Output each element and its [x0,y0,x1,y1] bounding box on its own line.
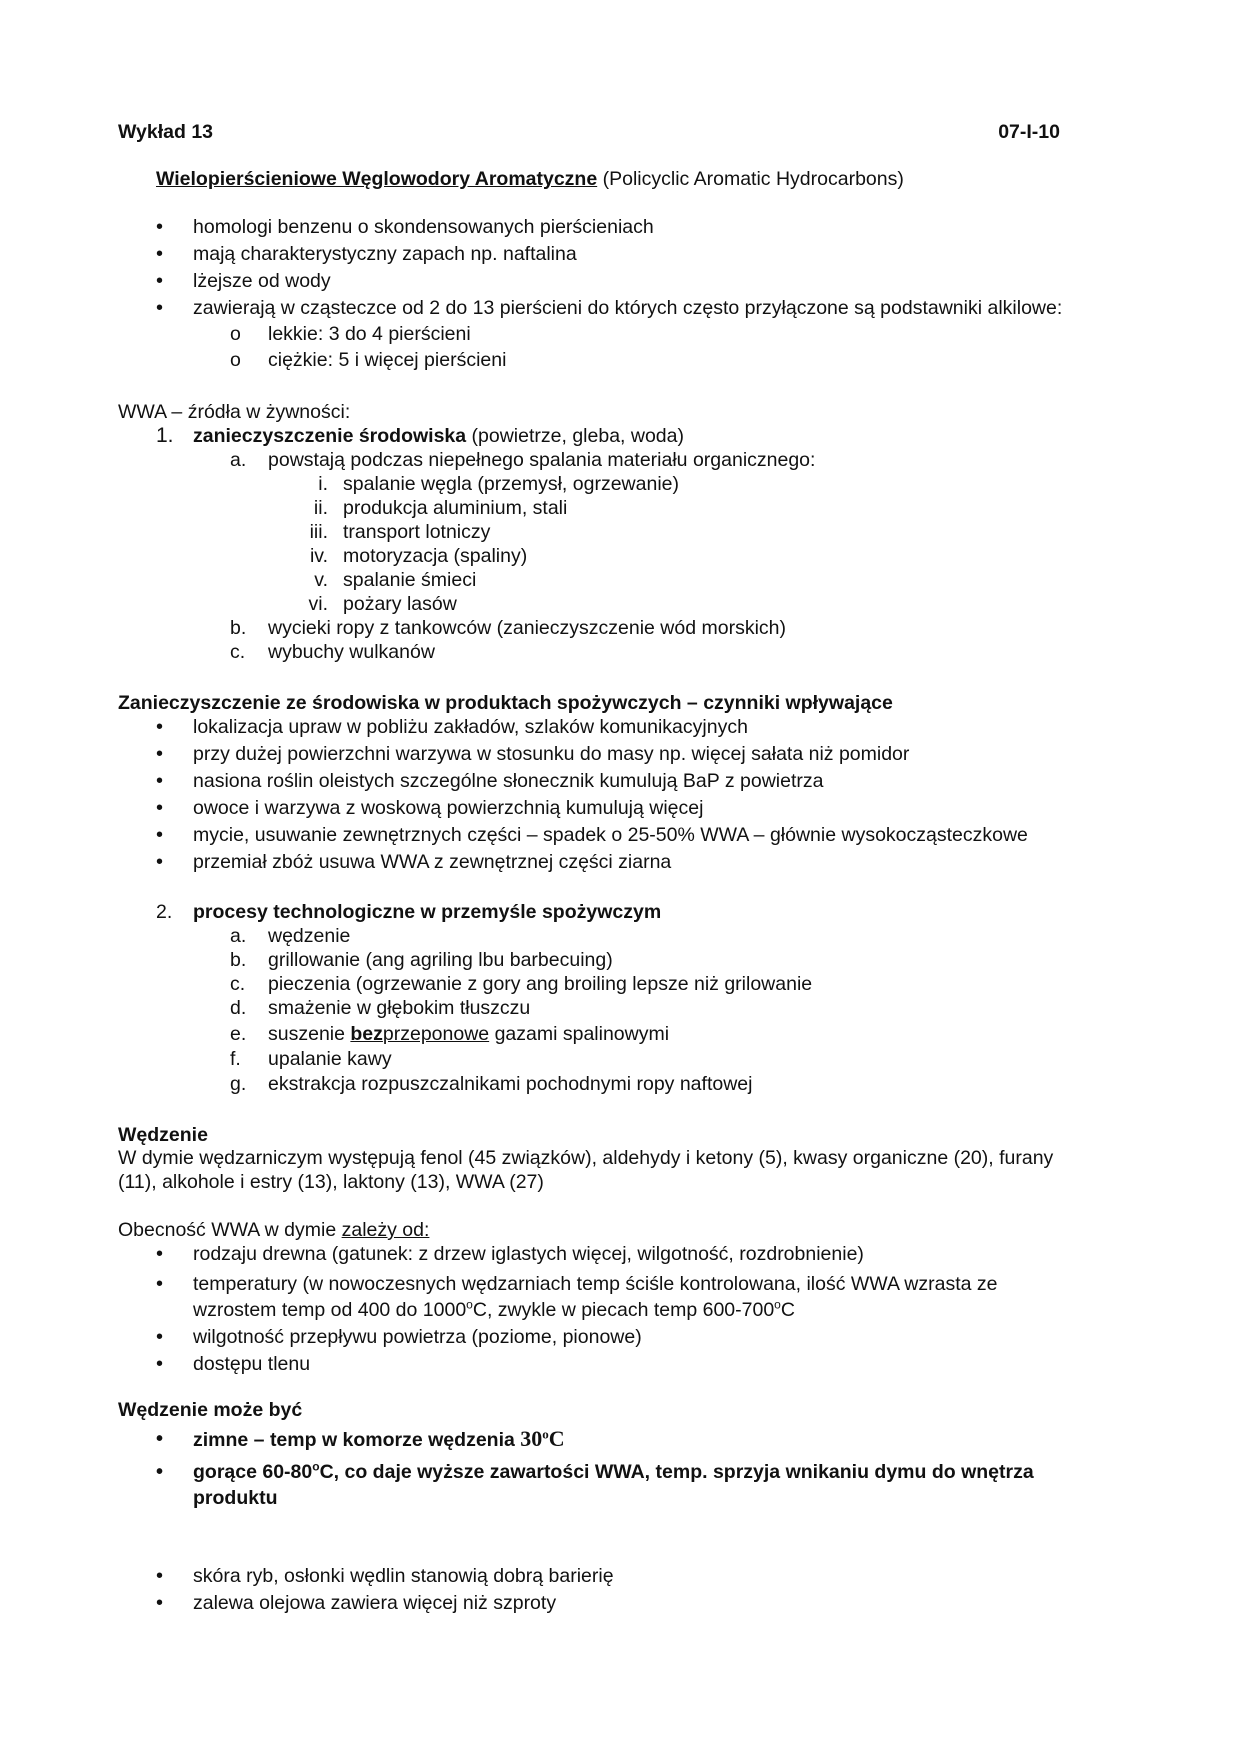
title-english: (Policyclic Aromatic Hydrocarbons) [597,168,904,190]
bullet-icon [156,242,176,266]
list-item: • homologi benzenu o skondensowanych pierścieniach [118,215,1128,242]
list-item: • lokalizacja upraw w pobliżu zakładów, szlaków komunikacyjnych [118,715,1128,742]
numbered-item: 2. procesy technologiczne w przemyśle spożywczym [156,901,662,923]
list-item: • przy dużej powierzchni warzywa w stosunku do masy np. więcej sałata niż pomidor [118,742,1128,769]
list-subitem: b. grillowanie (ang agriling lbu barbecuing) [230,949,613,971]
title-polish: Wielopierścieniowe Węglowodory Aromatyczne [156,168,598,190]
list-item: • nasiona roślin oleistych szczególne słonecznik kumulują BaP z powietrza [118,769,1128,796]
source-2 [118,900,1128,1096]
list-subitem: d. smażenie w głębokim tłuszczu [230,997,531,1019]
list-item: • mycie, usuwanie zewnętrznych części – spadek o 25-50% WWA – głównie wysokocząsteczkowe [118,823,1128,850]
list-item-continuation: produktu [193,1487,278,1509]
list-subitem: c. pieczenia (ogrzewanie z gory ang broiling lepsze niż grilowanie [230,973,813,995]
list-subitem: o ciężkie: 5 i więcej pierścieni [230,349,507,371]
document-header [118,120,1060,144]
bullet-icon [156,215,176,239]
bullet-icon [156,823,176,847]
notes-list [118,1564,1128,1618]
bullet-icon [156,1352,176,1376]
bullet-icon [156,269,176,293]
types-list [118,1427,1128,1512]
roman-item: v. spalanie śmieci [314,569,477,591]
bullet-icon [156,1272,176,1296]
intro-list [118,215,1128,374]
list-item: • zalewa olejowa zawiera więcej niż szproty [118,1591,1128,1618]
bullet-icon [156,742,176,766]
list-item: • temperatury (w nowoczesnych wędzarniach temp ściśle kontrolowana, ilość WWA wzrasta ze [118,1272,1128,1298]
list-item: • mają charakterystyczny zapach np. naftalina [118,242,1128,269]
smoking-heading: Wędzenie [118,1124,208,1146]
bullet-icon [156,1427,176,1451]
list-subitem: e. suszenie bezprzeponowe gazami spalinowymi [230,1023,670,1045]
types-heading: Wędzenie może być [118,1399,303,1421]
list-item: • lżejsze od wody [118,269,1128,296]
factors-heading: Zanieczyszczenie ze środowiska w produktach spożywczych – czynniki wpływające [118,692,893,714]
smoking-paragraph-line: W dymie wędzarniczym występują fenol (45 związków), aldehydy i ketony (5), kwasy organiczne (20), furany [118,1147,1054,1169]
list-item-continuation: wzrostem temp od 400 do 1000$^o$C, zwykle w piecach temp 600-700$^o$C [193,1297,795,1321]
numbered-item: 1. zanieczyszczenie środowiska (powietrze, gleba, woda) [156,424,684,447]
list-item: • przemiał zbóż usuwa WWA z zewnętrznej części ziarna [118,850,1128,877]
presence-heading: Obecność WWA w dymie zależy od: [118,1219,430,1241]
list-item: • skóra ryb, osłonki wędlin stanowią dobrą barierię [118,1564,1128,1591]
roman-item: i. spalanie węgla (przemysł, ogrzewanie) [318,473,679,495]
bullet-icon [156,1242,176,1266]
bullet-icon [156,296,176,320]
bullet-icon [156,796,176,820]
roman-item: ii. produkcja aluminium, stali [313,497,568,519]
smoking-paragraph-line: (11), alkohole i estry (13), laktony (13), WWA (27) [118,1171,544,1193]
list-item: • zimne – temp w komorze wędzenia 30$^o$C [118,1427,1128,1460]
list-subitem: g. ekstrakcja rozpuszczalnikami pochodnymi ropy naftowej [230,1073,753,1095]
presence-list [118,1242,1128,1379]
roman-item: iv. motoryzacja (spaliny) [309,545,528,567]
list-item: • owoce i warzywa z woskową powierzchnią kumulują więcej [118,796,1128,823]
roman-item: iii. transport lotniczy [309,521,491,543]
lecture-number: Wykład 13 [118,121,214,143]
bullet-icon [156,1591,176,1615]
bullet-icon [156,850,176,874]
bullet-icon [156,1460,176,1484]
roman-item: vi. pożary lasów [308,593,457,615]
document-title [156,167,1116,191]
list-item: • zawierają w cząsteczce od 2 do 13 pierścieni do których często przyłączone są podstawniki alkilowe: [118,296,1128,322]
sources-heading: WWA – źródła w żywności: [118,401,351,423]
factors-list [118,715,1128,877]
list-subitem: o lekkie: 3 do 4 pierścieni [230,323,471,345]
list-subitem: c. wybuchy wulkanów [230,641,435,663]
bullet-icon [156,1564,176,1588]
list-subitem: a. wędzenie [230,925,351,947]
bullet-icon [156,1325,176,1349]
list-subitem: f. upalanie kawy [230,1048,392,1070]
bullet-icon [156,715,176,739]
source-1 [118,424,1128,664]
list-item: • rodzaju drewna (gatunek: z drzew iglastych więcej, wilgotność, rozdrobnienie) [118,1242,1128,1272]
list-subitem: b. wycieki ropy z tankowców (zanieczyszczenie wód morskich) [230,617,786,639]
list-item: • dostępu tlenu [118,1352,1128,1379]
list-item: • gorące 60-80$^o$C, co daje wyższe zawartości WWA, temp. sprzyja wnikaniu dymu do wnętrza [118,1460,1128,1486]
list-item: • wilgotność przepływu powietrza (poziome, pionowe) [118,1325,1128,1352]
bullet-icon [156,769,176,793]
lecture-date: 07-I-10 [998,121,1060,143]
list-subitem: a. powstają podczas niepełnego spalania materiału organicznego: [230,449,816,471]
